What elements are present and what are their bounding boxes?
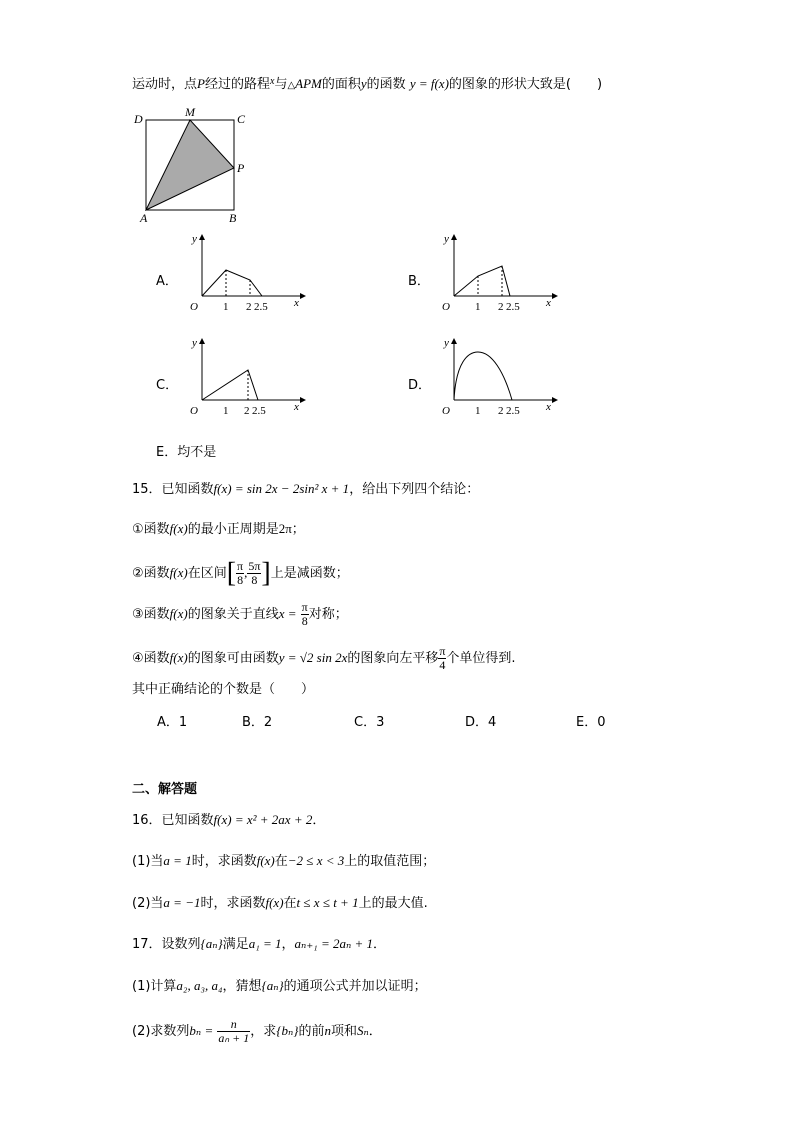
q14-stem-text: 与 [274, 77, 288, 92]
tick-2-5: 2.5 [506, 301, 520, 313]
tick-2: 2 [498, 301, 504, 313]
x-axis-label: x [546, 401, 551, 413]
q16-stem [132, 810, 325, 831]
base-function: y = √2 sin 2x [278, 650, 348, 665]
q14-stem-text: 的函数 [366, 77, 406, 92]
q15-statement-3 [132, 601, 348, 628]
tick-1: 1 [223, 405, 229, 417]
statement-text: 上是减函数； [270, 566, 349, 581]
label-p: P [237, 161, 245, 175]
statement-text: 在区间 [187, 566, 227, 581]
part-text: 时，求函数 [191, 854, 257, 869]
sequence-a: {aₙ} [261, 978, 284, 993]
y-axis-label: y [444, 337, 449, 349]
q15-statement-2 [132, 557, 349, 589]
part-text: 项和 [330, 1024, 357, 1039]
choice-a: A．1 [157, 715, 188, 730]
tick-2-5: 2.5 [252, 405, 266, 417]
q17-stem [132, 934, 386, 955]
sum-s-n: Sₙ [356, 1023, 369, 1038]
tick-2: 2 [244, 405, 250, 417]
period-value: 2π [278, 521, 292, 536]
tick-2: 2 [246, 301, 252, 313]
tick-1: 1 [475, 301, 481, 313]
frac-num: 5π [248, 559, 261, 573]
function-symbol: f(x) [256, 853, 275, 868]
part-text: 在 [274, 854, 288, 869]
y-axis-label: y [444, 233, 449, 245]
function-symbol: f(x) [169, 521, 188, 536]
statement-text: 对称； [308, 607, 348, 622]
choice-e: E．0 [576, 715, 606, 730]
q17-part-2 [132, 1018, 382, 1045]
triangle-symbol: △ [287, 80, 296, 91]
line-equation: x = [278, 606, 297, 621]
q14-stem [132, 72, 602, 96]
triangle-apm [146, 120, 234, 210]
part-text: (1)当 [132, 854, 164, 869]
sequence-a: {aₙ} [200, 936, 223, 951]
frac-den: aₙ + 1 [218, 1031, 250, 1045]
label-a: A [140, 211, 148, 225]
tick-2: 2 [498, 405, 504, 417]
function-symbol: f(x) [169, 565, 188, 580]
x-axis-label: x [546, 297, 551, 309]
part-text: 上的取值范围； [344, 854, 436, 869]
fraction-pi-8 [301, 601, 309, 628]
x-axis-label: x [294, 297, 299, 309]
left-bracket: [ [226, 557, 237, 589]
part-text: ，猜想 [222, 979, 262, 994]
x-axis-label: x [294, 401, 299, 413]
option-c-curve [202, 370, 258, 400]
square-figure [130, 106, 255, 226]
frac-den: 8 [301, 614, 308, 628]
option-a-graph [182, 228, 312, 318]
statement-text: ②函数 [132, 566, 170, 581]
statement-text: 的图象向左平移 [347, 651, 439, 666]
q14-var-x: x [269, 76, 275, 87]
q15-statement-1 [132, 519, 305, 540]
q17-stem-text: ， [281, 937, 295, 952]
q15-stem-text: 15．已知函数 [132, 482, 214, 497]
part-text: 的前 [298, 1024, 325, 1039]
q16-function: f(x) = x² + 2ax + 2 [213, 812, 313, 827]
origin-label: O [190, 405, 198, 417]
function-symbol: f(x) [265, 895, 284, 910]
tick-2-5: 2.5 [254, 301, 268, 313]
frac-num: π [237, 559, 244, 573]
q16-part-1 [132, 851, 435, 872]
tick-1: 1 [223, 301, 229, 313]
option-b-graph [434, 228, 564, 318]
q14-stem-text: 的图象的形状大致是( ) [448, 77, 603, 92]
statement-text: 的图象关于直线 [187, 607, 279, 622]
y-axis-label: y [192, 233, 197, 245]
part-text: (2)求数列 [132, 1024, 190, 1039]
label-b: B [229, 211, 237, 225]
interval: −2 ≤ x < 3 [287, 853, 345, 868]
statement-text: ； [291, 522, 305, 537]
statement-text: ①函数 [132, 522, 170, 537]
choice-d: D．4 [465, 715, 497, 730]
right-bracket: ] [261, 557, 271, 589]
interval: t ≤ x ≤ t + 1 [296, 895, 359, 910]
frac-den: 8 [251, 573, 258, 587]
statement-text: ④函数 [132, 651, 170, 666]
q17-stem-text: 17．设数列 [132, 937, 201, 952]
frac-num: n [217, 1018, 250, 1032]
q15-statement-4 [132, 645, 516, 672]
terms: a₂, a₃, a₄ [176, 978, 223, 993]
q17-part-1 [132, 976, 427, 997]
q16-stem-text: 16．已知函数 [132, 813, 214, 828]
statement-text: 的图象可由函数 [187, 651, 279, 666]
part-text: 上的最大值. [358, 896, 428, 911]
q14-function: y = f(x) [409, 76, 449, 91]
function-symbol: f(x) [169, 650, 188, 665]
option-c-label: C． [156, 378, 179, 393]
part-text: ，求 [250, 1024, 277, 1039]
label-m: M [185, 106, 195, 119]
q17-stem-text: ． [373, 937, 387, 952]
q17-stem-text: 满足 [222, 937, 249, 952]
label-c: C [237, 112, 246, 126]
y-axis-label: y [192, 337, 197, 349]
q15-ask: 其中正确结论的个数是（ ） [132, 682, 315, 697]
label-d: D [134, 112, 143, 126]
statement-text: ③函数 [132, 607, 170, 622]
option-d-label: D． [408, 378, 432, 393]
b-n-def: bₙ = [189, 1023, 214, 1038]
q14-var-p: P [197, 76, 205, 91]
option-d-curve [454, 352, 512, 400]
frac-num: π [301, 600, 308, 614]
frac-den: 4 [439, 658, 446, 672]
option-a-curve [202, 270, 262, 296]
fraction-5pi-8 [247, 560, 261, 587]
q14-var-apm: APM [295, 76, 322, 91]
condition: a = −1 [163, 895, 201, 910]
q14-stem-text: 运动时，点 [132, 77, 198, 92]
origin-label: O [442, 301, 450, 313]
fraction-pi-8 [236, 560, 244, 587]
recurrence: aₙ₊₁ = 2aₙ + 1 [294, 936, 374, 951]
option-b-label: B． [408, 274, 430, 289]
section-title: 二、解答题 [132, 782, 198, 797]
q16-part-2 [132, 893, 428, 914]
q15-function: f(x) = sin 2x − 2sin² x + 1 [213, 481, 350, 496]
condition: a = 1 [163, 853, 192, 868]
part-text: 时，求函数 [200, 896, 266, 911]
part-text: 在 [283, 896, 297, 911]
frac-num: π [439, 644, 446, 658]
option-a-label: A． [156, 274, 178, 289]
choice-c: C．3 [354, 715, 385, 730]
initial-term: a₁ = 1 [248, 936, 282, 951]
q15-stem-text: ，给出下列四个结论： [349, 482, 480, 497]
part-text: 的通项公式并加以证明； [283, 979, 427, 994]
q15-stem [132, 479, 479, 500]
choice-b: B．2 [242, 715, 273, 730]
part-text: (2)当 [132, 896, 164, 911]
q14-stem-text: 经过的路程 [204, 77, 270, 92]
q14-var-y: y [360, 76, 367, 91]
statement-text: 的最小正周期是 [187, 522, 279, 537]
function-symbol: f(x) [169, 606, 188, 621]
q14-stem-text: 的面积 [321, 77, 361, 92]
var-n: n [324, 1023, 331, 1038]
comma: , [244, 565, 248, 580]
origin-label: O [190, 301, 198, 313]
part-text: ． [368, 1024, 382, 1039]
origin-label: O [442, 405, 450, 417]
option-d-graph [434, 332, 564, 422]
part-text: (1)计算 [132, 979, 177, 994]
q16-stem-text: ． [312, 813, 326, 828]
sequence-b: {bₙ} [276, 1023, 299, 1038]
tick-2-5: 2.5 [506, 405, 520, 417]
frac-den: 8 [237, 573, 244, 587]
option-e-label: E．均不是 [156, 445, 217, 460]
fraction-n-over-an1 [217, 1018, 250, 1045]
tick-1: 1 [475, 405, 481, 417]
statement-text: 个单位得到. [446, 651, 516, 666]
option-c-graph [182, 332, 312, 422]
